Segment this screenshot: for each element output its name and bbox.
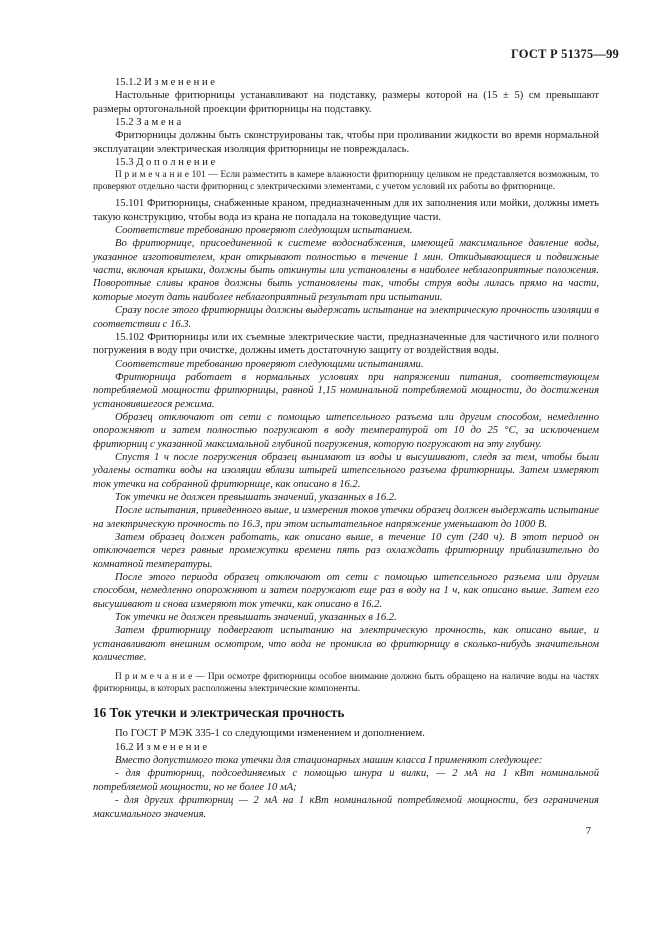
clause-15-102-drying: Спустя 1 ч после погружения образец вынимают из воды и высушивают, следя за тем, чтобы были удалены остатки воды на изоляции вблизи штырей штепсельного разъема фритюрницы. Затем измеряют ток утечки на собранной фритюрнице, как описано в 16.2. — [93, 451, 599, 490]
clause-15-101-check: Соответствие требованию проверяют следующим испытанием. — [115, 225, 413, 237]
clause-15-101-text: 15.101 Фритюрницы, снабженные краном, предназначенным для их заполнения или мойки, должны иметь такую конструкцию, чтобы вода из крана не попадала на токоведущие части. — [93, 198, 599, 223]
clause-15-1-2-text: Настольные фритюрницы устанавливают на подставку, размеры которой на (15 ± 5) см превышают размеры ортогональной проекции фритюрницы на подставку. — [93, 90, 599, 115]
clause-15-102-check: Соответствие требованию проверяют следующими испытаниями. — [115, 358, 424, 370]
clause-16-2-item-other: - для других фритюрниц — 2 мА на 1 кВт номинальной потребляемой мощности, без ограничения максимального значения. — [93, 795, 599, 820]
clause-15-1-2-heading: 15.1.2 И з м е н е н и е — [115, 77, 215, 88]
clause-15-102-immersion: Образец отключают от сети с помощью штепсельного разъема или другим способом, немедленно опорожняют и затем полностью погружают в воду температурой от 10 до 25 °С, за исключением фритюрниц с указанной максимальной глубиной погружения, которую погружают на эту глубину. — [93, 411, 599, 450]
document-body — [93, 76, 599, 821]
section-16-title: 16 Ток утечки и электрическая прочность — [93, 705, 345, 721]
clause-15-101-after: Сразу после этого фритюрницы должны выдержать испытание на электрическую прочность изоляции в соответствии с 16.3. — [93, 305, 599, 330]
clause-15-102-final-check: Затем фритюрницу подвергают испытанию на электрическую прочность, как описано выше, и устанавливают внешним осмотром, что вода не проникла во фритюрницу в сколько-нибудь значительном количестве. — [93, 625, 599, 664]
clause-15-3-heading: 15.3 Д о п о л н е н и е — [115, 157, 216, 169]
clause-15-102-operation: Фритюрница работает в нормальных условиях при напряжении питания, соответствующем потребляемой мощности фритюрницы, равной 1,15 номинальной потребляемой мощности, до достижения установившегося режима. — [93, 371, 599, 410]
document-header: ГОСТ Р 51375—99 — [510, 47, 619, 61]
clause-15-2-heading: 15.2 З а м е н а — [115, 117, 182, 129]
clause-15-101-test: Во фритюрнице, присоединенной к системе водоснабжения, имеющей максимальное давление воды, указанное изготовителем, кран открывают полностью в течение 1 мин. Откидывающиеся и подвижные части, включая крышки, должны быть откинуты или установлены в наиболее неблагоприятные положения. Поворотные сливы кранов должны быть установлены так, чтобы струя воды лилась прямо на части, которые могут дать наиболее неблагоприятный результат при испытании. — [93, 238, 599, 303]
clause-15-2-text: Фритюрницы должны быть сконструированы так, чтобы при проливании жидкости во время нормальной эксплуатации электрическая изоляция фритюрницы не повреждалась. — [93, 130, 599, 155]
clause-15-102-operation-period: Затем образец должен работать, как описано выше, в течение 10 сут (240 ч). В этот период он отключается через равные промежутки времени пять раз охлаждать фритюрницу приблизительно до комнатной температуры. — [93, 532, 599, 570]
note-101 — [93, 169, 599, 193]
clause-15-102-leakage-1: Ток утечки не должен превышать значений, указанных в 16.2. — [115, 491, 397, 503]
clause-16-2-item-cord: - для фритюрниц, подсоединяемых с помощью шнура и вилки, — 2 мА на 1 кВт номинальной потребляемой мощности, но не более 10 мА; — [93, 768, 599, 793]
note-101-text: — Если разместить в камере влажности фритюрницу целиком не представляется возможным, то проверяют отдельно части фритюрниц с электрическими элементами, с учетом условий их работы во фритюрнице. — [93, 170, 599, 193]
note-inspection — [93, 671, 599, 695]
clause-15-102-leakage-2: Ток утечки не должен превышать значений, указанных в 16.2. — [115, 612, 397, 624]
note-101-label: П р и м е ч а н и е 101 — [115, 170, 206, 181]
section-16-intro: По ГОСТ Р МЭК 335-1 со следующими изменением и дополнением. — [115, 728, 425, 740]
clause-15-102-second-immersion: После этого периода образец отключают от сети с помощью штепсельного разъема или другим способом, немедленно опорожняют и затем погружают еще раз в воду на 1 ч, как описано выше. Затем его высушивают и снова измеряют ток утечки, как описано в 16.2. — [93, 572, 599, 610]
clause-16-2-heading: 16.2 И з м е н е н и е — [115, 741, 208, 753]
clause-15-102-strength: После испытания, приведенного выше, и измерения токов утечки образец должен выдержать испытание на электрическую прочность по 16.3, при этом испытательное напряжение уменьшают до 1000 В. — [93, 505, 599, 530]
page-number: 7 — [585, 826, 591, 837]
note-inspection-label: П р и м е ч а н и е — [115, 672, 193, 683]
clause-15-102-text: 15.102 Фритюрницы или их съемные электрические части, предназначенные для частичного или полного погружения в воду при очистке, должны иметь достаточную защиту от воздействия воды. — [93, 331, 599, 357]
note-inspection-text: — При осмотре фритюрницы особое внимание должно быть обращено на наличие воды на частях фритюрницы, в которых расположены электрические компоненты. — [93, 672, 599, 695]
clause-16-2-text: Вместо допустимого тока утечки для стационарных машин класса I применяют следующее: — [115, 755, 543, 767]
